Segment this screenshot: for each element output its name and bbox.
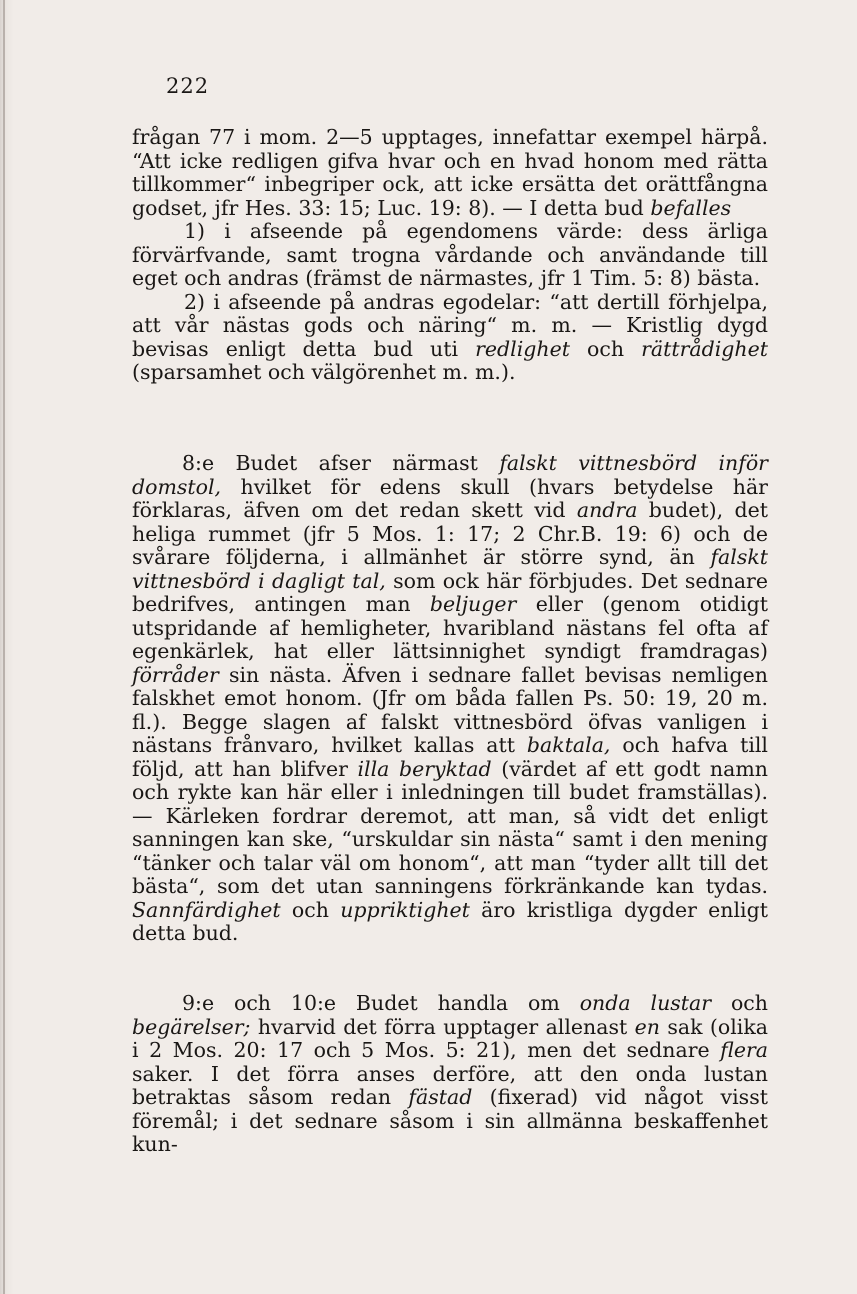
paragraph: 9:e och 10:e Budet handla om onda lustar och begärelser; hvarvid det förra upptager allenast en sak (olika i 2 Mos. 20: 17 och 5 Mos. 5: 21), men det sednare flera saker. I det förra anses derföre, att den onda lustan betraktas såsom redan fästad (fixerad) vid något visst föremål; i det sednare såsom i sin allmänna beskaffenhet kun- [132,991,768,1156]
text-block-commandments-9-10 [132,992,768,1157]
paragraph: 2) i afseende på andras egodelar: “att dertill förhjelpa, att vår nästas gods och näring“ m. m. — Kristlig dygd bevisas enligt detta bud uti redlighet och rättrådighet (sparsamhet och välgörenhet m. m.). [132,289,768,384]
paragraph: frågan 77 i mom. 2—5 upptages, innefattar exempel härpå. “Att icke redligen gifva hvar och en hvad honom med rätta tillkommer“ inbegriper ock, att icke ersätta det orättfångna godset, jfr Hes. 33: 15; Luc. 19: 8). — I detta bud befalles [132,125,768,220]
paragraph: 1) i afseende på egendomens värde: dess ärliga förvärfvande, samt trogna vårdande och användande till eget och andras (främst de närmastes, jfr 1 Tim. 5: 8) bästa. [132,219,768,290]
text-block-commandment-8 [132,452,768,946]
paragraph: 8:e Budet afser närmast falskt vittnesbörd inför domstol, hvilket för edens skull (hvars betydelse här förklaras, äfven om det redan skett vid andra budet), det heliga rummet (jfr 5 Mos. 1: 17; 2 Chr.B. 19: 6) och de svårare följderna, i allmänhet är större synd, än falskt vittnesbörd i dagligt tal, som ock här förbjudes. Det sednare bedrifves, antingen man beljuger eller (genom otidigt utspridande af hemligheter, hvaribland nästans fel ofta af egenkärlek, hat eller lättsinnighet syndigt framdragas) förråder sin nästa. Äfven i sednare fallet bevisas nemligen falskhet emot honom. (Jfr om båda fallen Ps. 50: 19, 20 m. fl.). Begge slagen af falskt vittnesbörd öfvas vanligen i nästans frånvaro, hvilket kallas att baktala, och hafva till följd, att han blifver illa beryktad (värdet af ett godt namn och rykte kan här eller i inledningen till budet framställas). — Kärleken fordrar deremot, att man, så vidt det enligt sanningen kan ske, “urskuldar sin nästa“ samt i den mening “tänker och talar väl om honom“, att man “tyder allt till det bästa“, som det utan sanningens förkränkande kan tydas. Sannfärdighet och uppriktighet äro kristliga dygder enligt detta bud. [132,451,768,945]
page-number: 222 [166,74,210,98]
page-edge [3,0,5,1294]
text-block-commandment-7 [132,126,768,385]
